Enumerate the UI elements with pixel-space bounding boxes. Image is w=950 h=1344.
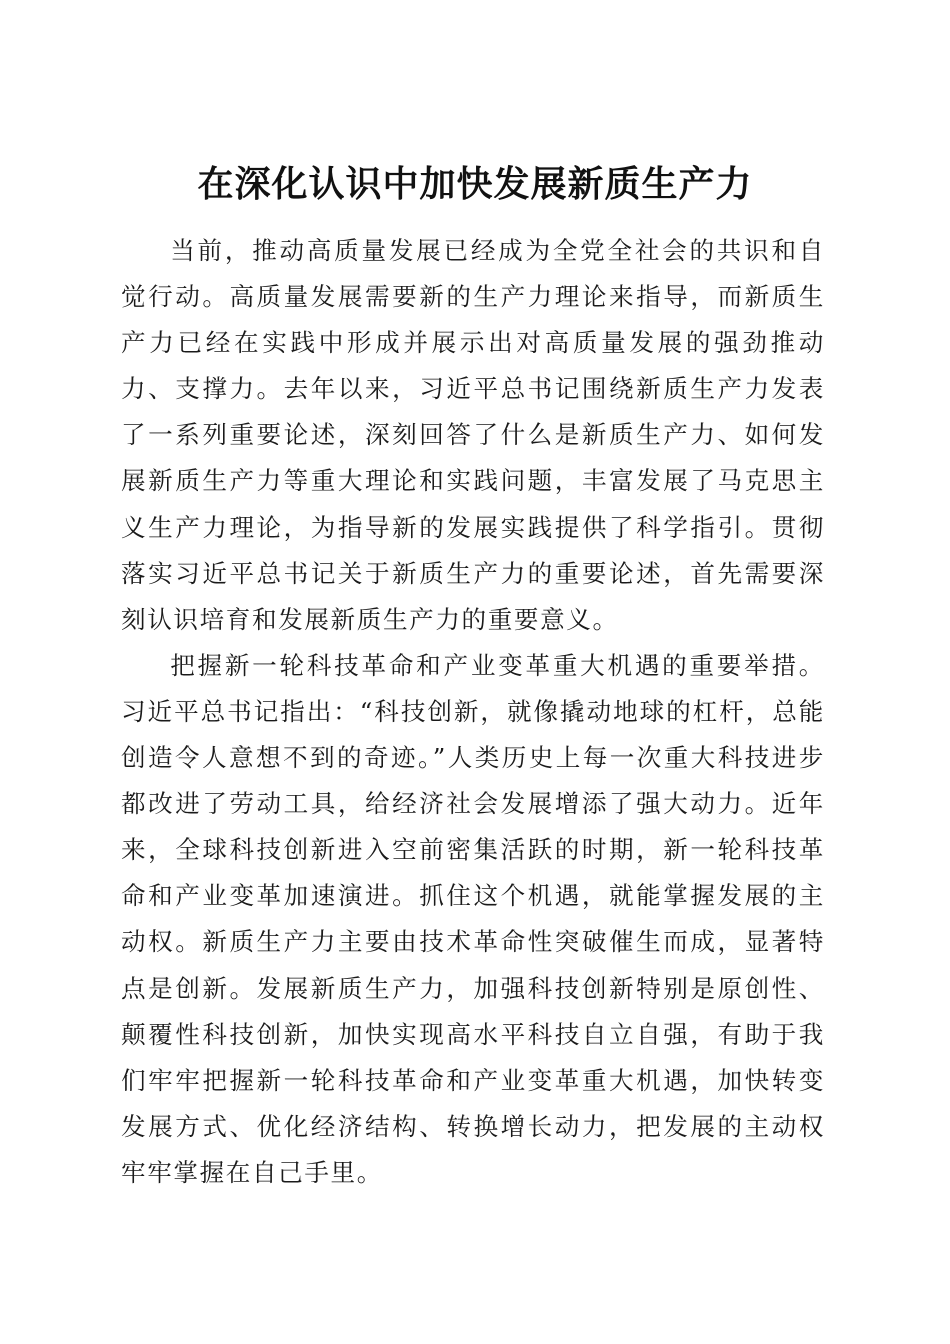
paragraph-1: 当前，推动高质量发展已经成为全党全社会的共识和自觉行动。高质量发展需要新的生产力理论来指导，而新质生产力已经在实践中形成并展示出对高质量发展的强劲推动力、支撑力。去年以来，习近平总书记围绕新质生产力发表了一系列重要论述，深刻回答了什么是新质生产力、如何发展新质生产力等重大理论和实践问题，丰富发展了马克思主义生产力理论，为指导新的发展实践提供了科学指引。贯彻落实习近平总书记关于新质生产力的重要论述，首先需要深刻认识培育和发展新质生产力的重要意义。 (121, 236, 825, 634)
paragraph-2: 把握新一轮科技革命和产业变革重大机遇的重要举措。习近平总书记指出：“科技创新，就像撬动地球的杠杆，总能创造令人意想不到的奇迹。”人类历史上每一次重大科技进步都改进了劳动工具，给经济社会发展增添了强大动力。近年来，全球科技创新进入空前密集活跃的时期，新一轮科技革命和产业变革加速演进。抓住这个机遇，就能掌握发展的主动权。新质生产力主要由技术革命性突破催生而成，显著特点是创新。发展新质生产力，加强科技创新特别是原创性、颠覆性科技创新，加快实现高水平科技自立自强，有助于我们牢牢把握新一轮科技革命和产业变革重大机遇，加快转变发展方式、优化经济结构、转换增长动力，把发展的主动权牢牢掌握在自己手里。 (121, 650, 825, 1187)
document-title: 在深化认识中加快发展新质生产力 (197, 163, 753, 206)
document-body (121, 228, 825, 1196)
